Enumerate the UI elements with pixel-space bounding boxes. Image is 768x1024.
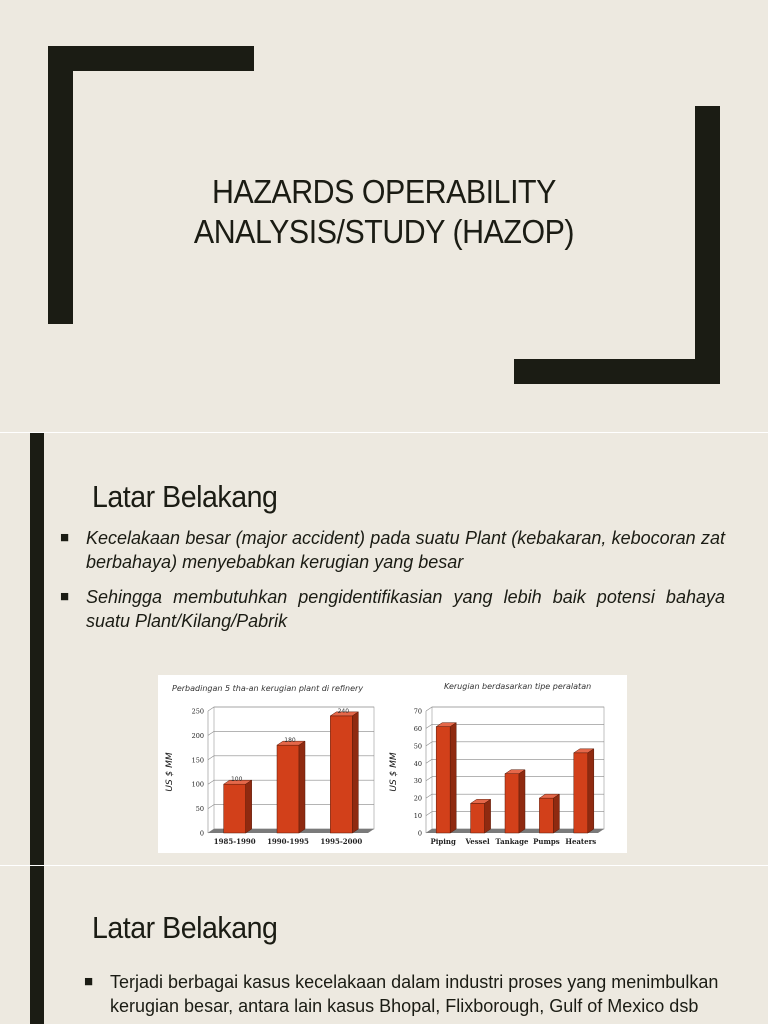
title-line-1: HAZARDS OPERABILITY [212, 173, 556, 210]
frame-top-left-vertical [48, 46, 73, 324]
data-label: 100 [230, 776, 243, 784]
bullet-item [60, 585, 725, 633]
gridline-side [208, 707, 214, 711]
y-axis-label: US $ MM [389, 752, 399, 792]
y-tick-label: 70 [413, 707, 422, 716]
background-slide [0, 433, 768, 865]
gridline-side [426, 742, 432, 746]
y-tick-label: 20 [413, 794, 422, 803]
x-tick-label: 1985-1990 [213, 837, 256, 846]
bar [436, 727, 450, 833]
bullet-text: Sehingga membutuhkan pengidentifikasian yang lebih baik potensi bahaya suatu Plant/Kilang/Pabrik [86, 587, 725, 631]
slide-heading: Latar Belakang [92, 910, 278, 945]
chart-title: Perbadingan 5 tha-an kerugian plant di refinery [172, 684, 364, 693]
y-tick-label: 50 [413, 742, 422, 751]
y-tick-label: 150 [191, 756, 204, 765]
y-tick-label: 0 [199, 829, 204, 838]
bar [505, 774, 519, 833]
background-slide-2 [0, 866, 768, 1024]
bullet-text: Kecelakaan besar (major accident) pada suatu Plant (kebakaran, kebocoran zat berbahaya) menyebabkan kerugian yang besar [86, 528, 725, 572]
bar-side [588, 749, 594, 833]
left-accent-bar [30, 433, 44, 865]
gridline-side [208, 756, 214, 760]
bar [539, 798, 553, 833]
bar-side [299, 741, 305, 833]
y-tick-label: 40 [413, 759, 422, 768]
bar [574, 753, 588, 833]
gridline-side [426, 759, 432, 763]
gridline-side [208, 805, 214, 809]
bar [277, 745, 299, 833]
data-label: 180 [284, 737, 296, 745]
bullet-square-icon: ■ [84, 973, 94, 990]
x-tick-label: Piping [430, 837, 456, 846]
gridline-side [426, 812, 432, 816]
bullet-square-icon: ■ [60, 529, 70, 546]
y-tick-label: 0 [417, 829, 422, 838]
data-label: 240 [337, 707, 350, 715]
slide-title [141, 172, 627, 252]
x-tick-label: 1995-2000 [320, 837, 363, 846]
bar-side [352, 712, 358, 833]
gridline-side [426, 724, 432, 728]
gridline-side [426, 794, 432, 798]
bullet-item [60, 526, 725, 574]
y-tick-label: 60 [413, 724, 422, 733]
x-tick-label: Heaters [565, 837, 597, 846]
gridline-side [208, 780, 214, 784]
charts-svg [158, 675, 627, 853]
bullet-item [84, 970, 724, 1018]
frame-top-left-horizontal [48, 46, 254, 71]
y-axis-label: US $ MM [165, 752, 175, 792]
x-tick-label: Pumps [533, 837, 560, 846]
x-tick-label: 1990-1995 [267, 837, 309, 846]
loss-charts-figure [158, 675, 627, 853]
bar-side [553, 794, 559, 833]
gridline-side [208, 731, 214, 735]
frame-bottom-right-horizontal [514, 359, 720, 384]
bar-side [485, 799, 491, 833]
bullet-text: Terjadi berbagai kasus kecelakaan dalam industri proses yang menimbulkan kerugian besar, antara lain kasus Bhopal, Flixborough, Gulf of Mexico dsb [110, 972, 719, 1016]
bar [330, 716, 352, 833]
y-tick-label: 100 [191, 780, 204, 789]
bar [471, 803, 485, 833]
title-line-2: ANALYSIS/STUDY (HAZOP) [193, 213, 575, 250]
y-tick-label: 10 [413, 812, 422, 821]
bullet-square-icon: ■ [60, 588, 70, 605]
title-slide [0, 0, 768, 432]
bar [224, 784, 246, 833]
bar-side [519, 770, 525, 833]
bar-side [246, 780, 252, 833]
left-accent-bar [30, 866, 44, 1024]
y-tick-label: 50 [195, 805, 204, 814]
y-tick-label: 30 [413, 777, 422, 786]
y-tick-label: 250 [191, 707, 204, 716]
bar-side [450, 723, 456, 833]
chart-title: Kerugian berdasarkan tipe peralatan [444, 682, 592, 691]
y-tick-label: 200 [191, 731, 204, 740]
gridline-side [426, 707, 432, 711]
gridline-side [426, 777, 432, 781]
x-tick-label: Tankage [495, 837, 529, 846]
slide-heading: Latar Belakang [92, 479, 278, 514]
x-tick-label: Vessel [465, 837, 490, 846]
frame-bottom-right-vertical [695, 106, 720, 384]
